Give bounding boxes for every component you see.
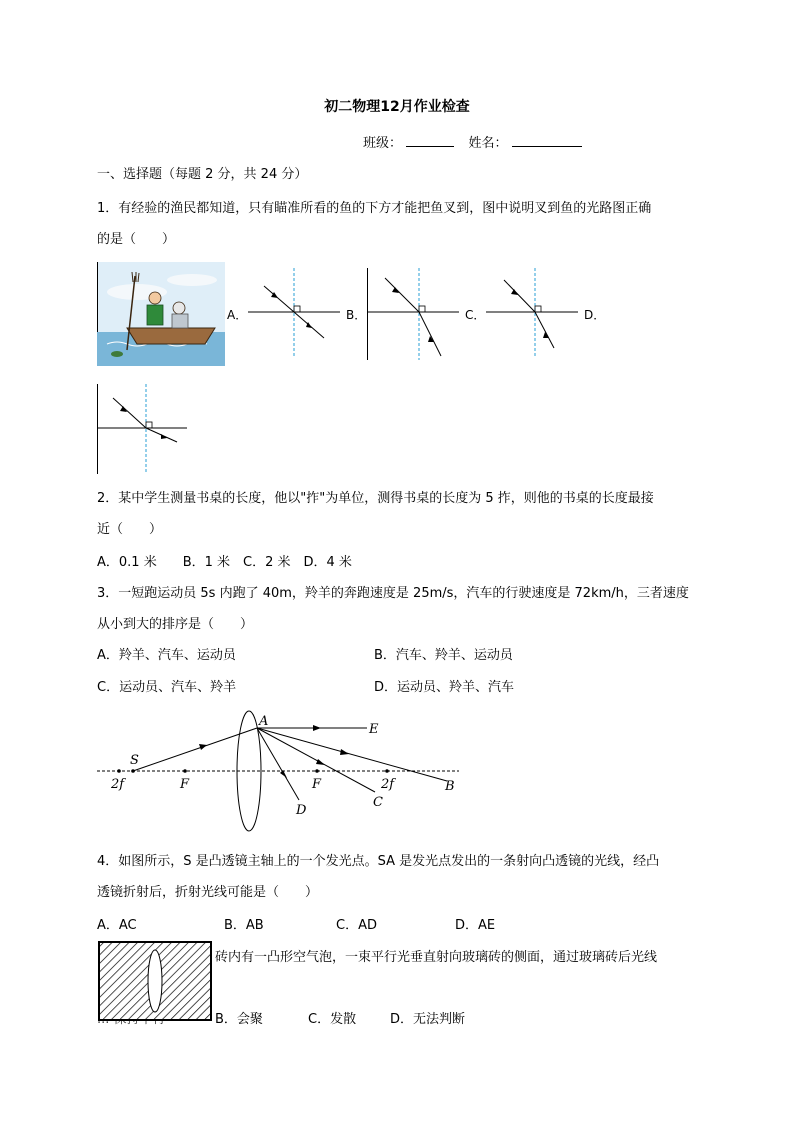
q4-option-a[interactable]: A．AC — [97, 918, 137, 933]
name-label: 姓名： — [468, 136, 508, 151]
q1-text-line1: 1．有经验的渔民都知道，只有瞄准所看的鱼的下方才能把鱼叉到，图中说明叉到鱼的光路图正确 — [97, 201, 652, 216]
label-c: C — [373, 795, 383, 810]
convex-lens-diagram — [97, 708, 467, 834]
label-e: E — [369, 722, 379, 737]
q3-option-c[interactable]: C．运动员、汽车、羚羊 — [97, 680, 237, 695]
label-s: S — [130, 753, 139, 768]
label-b: B — [445, 779, 455, 794]
class-blank[interactable] — [406, 132, 454, 147]
q3-text-line2: 从小到大的排序是（ ） — [97, 617, 254, 632]
student-info — [363, 132, 582, 151]
q1-label-d: D． — [584, 308, 606, 322]
q1-label-b: B． — [346, 308, 367, 322]
label-a: A — [259, 714, 269, 729]
q1-label-a: A． — [227, 308, 248, 322]
label-f-left: F — [180, 777, 190, 792]
q4-option-d[interactable]: D．AE — [455, 918, 496, 933]
class-label: 班级： — [363, 136, 403, 151]
page-title: 初二物理12月作业检查 — [324, 99, 470, 115]
q4-text-line2: 透镜折射后，折射光线可能是（ ） — [97, 885, 319, 900]
name-blank[interactable] — [512, 132, 582, 147]
glass-brick-figure — [97, 940, 213, 1022]
q2-text-line1: 2．某中学生测量书桌的长度，他以"拃"为单位，测得书桌的长度为 5 拃，则他的书桌的长度最接 — [97, 491, 654, 506]
label-d: D — [296, 803, 307, 818]
q5-text-line1: 砖内有一凸形空气泡，一束平行光垂直射向玻璃砖的侧面，通过玻璃砖后光线 — [215, 950, 658, 965]
q4-text-line1: 4．如图所示，S 是凸透镜主轴上的一个发光点。SA 是发光点发出的一条射向凸透镜的光线，经凸 — [97, 854, 660, 869]
q1-diagram-d[interactable] — [97, 384, 189, 474]
fisherman-illustration — [97, 262, 225, 366]
label-f-right: F — [312, 777, 322, 792]
q3-text-line1: 3．一短跑运动员 5s 内跑了 40m，羚羊的奔跑速度是 25m/s，汽车的行驶速度是 72km/h，三者速度 — [97, 586, 689, 601]
label-2f-right: 2f — [381, 777, 395, 792]
q4-option-c[interactable]: C．AD — [336, 918, 377, 933]
q2-text-line2: 近（ ） — [97, 522, 163, 537]
q1-diagram-a[interactable] — [248, 268, 340, 356]
q5-option-d[interactable]: D．无法判断 — [390, 1012, 466, 1027]
label-2f-left: 2f — [111, 777, 125, 792]
q4-option-b[interactable]: B．AB — [224, 918, 264, 933]
q3-option-d[interactable]: D．运动员、羚羊、汽车 — [374, 680, 515, 695]
q5-option-b[interactable]: B．会聚 — [215, 1012, 263, 1027]
q1-diagram-b[interactable] — [367, 268, 459, 360]
section-heading: 一、选择题（每题 2 分，共 24 分） — [97, 167, 308, 182]
q1-text-line2: 的是（ ） — [97, 232, 176, 247]
q1-label-c: C． — [465, 308, 486, 322]
q1-diagram-c[interactable] — [486, 268, 578, 356]
q3-option-a[interactable]: A．羚羊、汽车、运动员 — [97, 648, 236, 663]
q3-option-b[interactable]: B．汽车、羚羊、运动员 — [374, 648, 513, 663]
q2-options[interactable]: A．0.1 米 B．1 米 C．2 米 D．4 米 — [97, 555, 352, 570]
q5-option-c[interactable]: C．发散 — [308, 1012, 357, 1027]
